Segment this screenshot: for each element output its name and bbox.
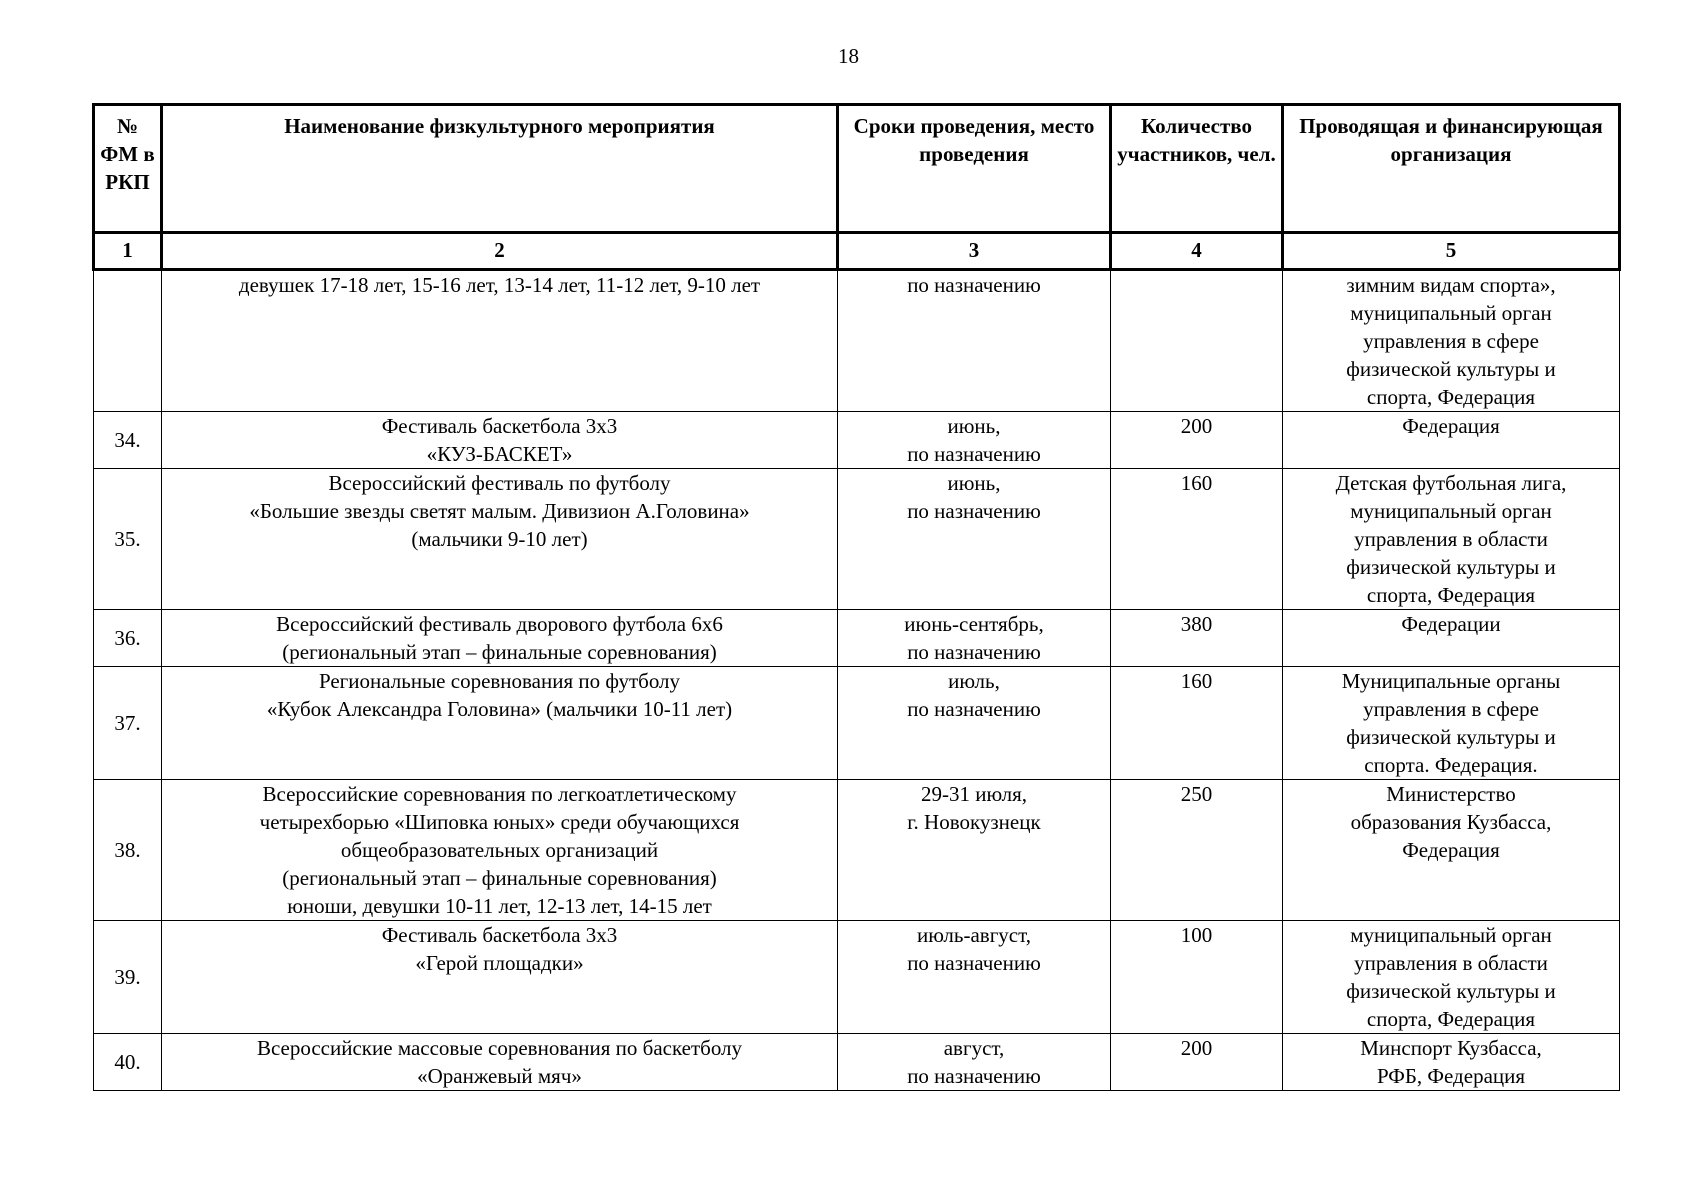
- organizer-line: физической культуры и: [1346, 357, 1556, 381]
- event-name: [162, 412, 838, 469]
- organizer-line: Минспорт Кузбасса,: [1360, 1036, 1542, 1060]
- header-organization: Проводящая и финансирующая организация: [1283, 105, 1620, 233]
- row-number: 34.: [94, 412, 162, 469]
- event-name-line: Фестиваль баскетбола 3х3: [381, 414, 618, 438]
- event-name-line: девушек 17-18 лет, 15-16 лет, 13-14 лет, 11-12 лет, 9-10 лет: [238, 273, 761, 297]
- column-number: 5: [1283, 233, 1620, 270]
- organizer: [1283, 780, 1620, 921]
- table-row: [94, 610, 1620, 667]
- event-dates-line: август,: [943, 1036, 1005, 1060]
- organizer-line: физической культуры и: [1346, 725, 1556, 749]
- header-dates-place: Сроки проведения, место проведения: [838, 105, 1111, 233]
- table-header-row: [94, 105, 1620, 233]
- organizer: [1283, 667, 1620, 780]
- event-dates: [838, 667, 1111, 780]
- event-name-line: общеобразовательных организаций: [340, 838, 659, 862]
- event-name-line: «Герой площадки»: [415, 951, 584, 975]
- organizer-line: управления в сфере: [1363, 697, 1539, 721]
- organizer-line: Детская футбольная лига,: [1335, 471, 1567, 495]
- column-number: 1: [94, 233, 162, 270]
- organizer-line: образования Кузбасса,: [1350, 810, 1552, 834]
- event-name: [162, 270, 838, 412]
- event-name-line: (региональный этап – финальные соревнования): [282, 866, 717, 890]
- column-number: 3: [838, 233, 1111, 270]
- event-dates-line: июнь,: [947, 414, 1001, 438]
- participants-count: [1111, 270, 1283, 412]
- event-name-line: юноши, девушки 10-11 лет, 12-13 лет, 14-15 лет: [287, 894, 712, 918]
- table-row: [94, 469, 1620, 610]
- event-dates-line: 29-31 июля,: [920, 782, 1028, 806]
- row-number: 37.: [94, 667, 162, 780]
- organizer: [1283, 270, 1620, 412]
- event-dates: [838, 780, 1111, 921]
- event-name-line: (мальчики 9-10 лет): [411, 527, 588, 551]
- event-dates-line: июль-август,: [917, 923, 1031, 947]
- table-row: [94, 667, 1620, 780]
- organizer-line: спорта. Федерация.: [1364, 753, 1538, 777]
- table-row: [94, 270, 1620, 412]
- organizer: [1283, 921, 1620, 1034]
- event-name-line: Всероссийский фестиваль по футболу: [328, 471, 671, 495]
- header-event-name: Наименование физкультурного мероприятия: [162, 105, 838, 233]
- event-name-line: «Кубок Александра Головина» (мальчики 10-11 лет): [266, 697, 733, 721]
- event-dates-line: июль,: [948, 669, 1000, 693]
- participants-count: 160: [1111, 667, 1283, 780]
- event-dates: [838, 1034, 1111, 1091]
- events-table: [92, 103, 1621, 1091]
- event-name-line: «КУЗ-БАСКЕТ»: [426, 442, 573, 466]
- event-name-line: «Большие звезды светят малым. Дивизион А.Головина»: [249, 499, 750, 523]
- row-number: 39.: [94, 921, 162, 1034]
- participants-count: 200: [1111, 412, 1283, 469]
- organizer-line: Муниципальные органы: [1341, 669, 1561, 693]
- row-number: 38.: [94, 780, 162, 921]
- event-dates-line: по назначению: [907, 1064, 1041, 1088]
- event-name-line: «Оранжевый мяч»: [417, 1064, 582, 1088]
- event-name: [162, 921, 838, 1034]
- organizer: [1283, 1034, 1620, 1091]
- event-dates-line: июнь,: [947, 471, 1001, 495]
- organizer-line: Федерация: [1402, 414, 1500, 438]
- event-name-line: Фестиваль баскетбола 3х3: [381, 923, 618, 947]
- participants-count: 160: [1111, 469, 1283, 610]
- table-body: [94, 270, 1620, 1091]
- organizer-line: спорта, Федерация: [1366, 583, 1536, 607]
- organizer: [1283, 610, 1620, 667]
- organizer-line: управления в сфере: [1363, 329, 1539, 353]
- event-dates: [838, 921, 1111, 1034]
- row-number: 36.: [94, 610, 162, 667]
- organizer-line: управления в области: [1354, 527, 1548, 551]
- table-row: [94, 780, 1620, 921]
- row-number: 40.: [94, 1034, 162, 1091]
- organizer-line: спорта, Федерация: [1366, 1007, 1536, 1031]
- row-number: [94, 270, 162, 412]
- page-number: 18: [838, 44, 859, 68]
- column-number: 2: [162, 233, 838, 270]
- event-name: [162, 667, 838, 780]
- event-dates: [838, 412, 1111, 469]
- event-dates-line: по назначению: [907, 442, 1041, 466]
- organizer-line: физической культуры и: [1346, 555, 1556, 579]
- event-name-line: четырехборью «Шиповка юных» среди обучающихся: [259, 810, 740, 834]
- header-participants: Количество участников, чел.: [1111, 105, 1283, 233]
- organizer: [1283, 469, 1620, 610]
- event-dates-line: г. Новокузнецк: [907, 810, 1041, 834]
- table-row: [94, 921, 1620, 1034]
- event-dates: [838, 610, 1111, 667]
- event-name-line: Всероссийский фестиваль дворового футбола 6х6: [276, 612, 723, 636]
- event-dates-line: по назначению: [907, 499, 1041, 523]
- event-dates: [838, 270, 1111, 412]
- event-name-line: Всероссийские соревнования по легкоатлетическому: [262, 782, 737, 806]
- organizer-line: спорта, Федерация: [1366, 385, 1536, 409]
- event-name: [162, 610, 838, 667]
- column-number-row: [94, 233, 1620, 270]
- event-dates-line: по назначению: [907, 640, 1041, 664]
- organizer-line: зимним видам спорта»,: [1346, 273, 1556, 297]
- event-dates-line: по назначению: [907, 697, 1041, 721]
- row-number: 35.: [94, 469, 162, 610]
- organizer: [1283, 412, 1620, 469]
- organizer-line: Федерации: [1401, 612, 1501, 636]
- participants-count: 380: [1111, 610, 1283, 667]
- event-dates-line: по назначению: [907, 951, 1041, 975]
- participants-count: 250: [1111, 780, 1283, 921]
- event-name: [162, 780, 838, 921]
- event-name-line: Региональные соревнования по футболу: [318, 669, 681, 693]
- organizer-line: муниципальный орган: [1350, 301, 1552, 325]
- organizer-line: муниципальный орган: [1350, 499, 1552, 523]
- event-dates-line: июнь-сентябрь,: [904, 612, 1044, 636]
- event-name-line: (региональный этап – финальные соревнования): [282, 640, 717, 664]
- header-number: № ФМ в РКП: [94, 105, 162, 233]
- event-name: [162, 1034, 838, 1091]
- organizer-line: Федерация: [1402, 838, 1500, 862]
- organizer-line: Министерство: [1386, 782, 1516, 806]
- table-row: [94, 1034, 1620, 1091]
- participants-count: 100: [1111, 921, 1283, 1034]
- column-number: 4: [1111, 233, 1283, 270]
- event-name: [162, 469, 838, 610]
- organizer-line: РФБ, Федерация: [1376, 1064, 1526, 1088]
- organizer-line: физической культуры и: [1346, 979, 1556, 1003]
- event-name-line: Всероссийские массовые соревнования по баскетболу: [256, 1036, 743, 1060]
- participants-count: 200: [1111, 1034, 1283, 1091]
- organizer-line: управления в области: [1354, 951, 1548, 975]
- event-dates: [838, 469, 1111, 610]
- event-dates-line: по назначению: [907, 273, 1041, 297]
- organizer-line: муниципальный орган: [1350, 923, 1552, 947]
- table-row: [94, 412, 1620, 469]
